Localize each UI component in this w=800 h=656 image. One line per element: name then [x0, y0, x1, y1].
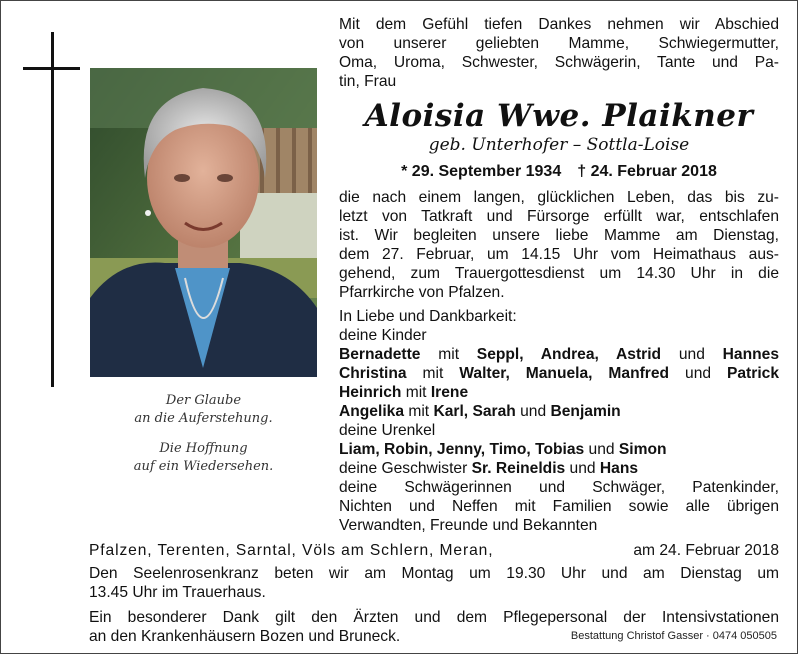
family-intro: In Liebe und Dankbarkeit: — [339, 308, 517, 325]
thanks-line: an den Krankenhäusern Bozen und Bruneck. — [89, 628, 401, 645]
relatives-line: deine Schwägerinnen und Schwäger, Patenkinder, — [339, 479, 779, 496]
child-line-angelika: Angelika mit Karl, Sarah und Benjamin — [339, 403, 621, 420]
quote-line: an die Auferstehung. — [134, 411, 273, 426]
rosary-line: Den Seelenrosenkranz beten wir am Montag um 19.30 Uhr und am Dienstag um — [89, 565, 779, 582]
child-line-christina: Christina mit Walter, Manuela, Manfred und Patrick — [339, 365, 779, 382]
death-date: † 24. Februar 2018 — [577, 163, 717, 180]
body-line: die nach einem langen, glücklichen Leben, das bis zu- — [339, 189, 779, 206]
birth-name: geb. Unterhofer – Sottla-Loise — [428, 135, 690, 155]
child-line-heinrich: Heinrich mit Irene — [339, 384, 469, 401]
birth-date: * 29. September 1934 — [401, 163, 562, 180]
quote-line: Die Hoffnung — [159, 441, 248, 456]
child-name: Angelika — [339, 403, 404, 420]
intro-line: Oma, Uroma, Schwester, Schwägerin, Tante und Pa- — [339, 54, 779, 71]
great-grandchildren-line: Liam, Robin, Jenny, Timo, Tobias und Simon — [339, 441, 667, 458]
portrait-photo — [90, 68, 317, 377]
relatives-line: Nichten und Neffen mit Familien sowie alle übrigen — [339, 498, 779, 515]
place-date-line — [89, 541, 779, 560]
hope-quote — [90, 440, 317, 476]
notice-date: am 24. Februar 2018 — [633, 542, 779, 559]
quote-line: Der Glaube — [165, 393, 242, 408]
child-name: Bernadette — [339, 346, 421, 363]
intro-line: tin, Frau — [339, 73, 397, 90]
places: Pfalzen, Terenten, Sarntal, Völs am Schlern, Meran, — [89, 542, 494, 559]
cross-horizontal-bar — [23, 67, 80, 70]
siblings-line: deine Geschwister Sr. Reineldis und Hans — [339, 460, 639, 477]
funeral-home-credit: Bestattung Christof Gasser · 0474 050505 — [570, 630, 777, 642]
child-name: Christina — [339, 365, 407, 382]
child-name: Heinrich — [339, 384, 402, 401]
child-line-bernadette: Bernadette mit Seppl, Andrea, Astrid und Hannes — [339, 346, 779, 363]
rosary-line: 13.45 Uhr im Trauerhaus. — [89, 584, 266, 601]
cross-vertical-bar — [51, 32, 54, 387]
body-line: dem 27. Februar, um 14.15 Uhr vom Heimathaus aus- — [339, 246, 779, 263]
deceased-name: Aloisia Wwe. Plaikner — [364, 98, 754, 134]
children-label: deine Kinder — [339, 327, 427, 344]
portrait-image — [90, 68, 317, 377]
body-line: ist. Wir begleiten unsere liebe Mamme am Dienstag, — [339, 227, 779, 244]
quote-line: auf ein Wiedersehen. — [133, 459, 274, 474]
intro-line: von unserer geliebten Mamme, Schwiegermutter, — [339, 35, 779, 52]
great-grandchildren-label: deine Urenkel — [339, 422, 436, 439]
body-line: letzt von Tatkraft und Fürsorge erfüllt war, entschlafen — [339, 208, 779, 225]
faith-quote — [90, 392, 317, 428]
life-dates — [339, 162, 779, 182]
intro-line: Mit dem Gefühl tiefen Dankes nehmen wir Abschied — [339, 16, 779, 33]
body-line: Pfarrkirche von Pfalzen. — [339, 284, 505, 301]
thanks-line: Ein besonderer Dank gilt den Ärzten und dem Pflegepersonal der Intensivstationen — [89, 609, 779, 626]
relatives-line: Verwandten, Freunde und Bekannten — [339, 517, 598, 534]
body-line: gehend, zum Trauergottesdienst um 14.30 Uhr in die — [339, 265, 779, 282]
